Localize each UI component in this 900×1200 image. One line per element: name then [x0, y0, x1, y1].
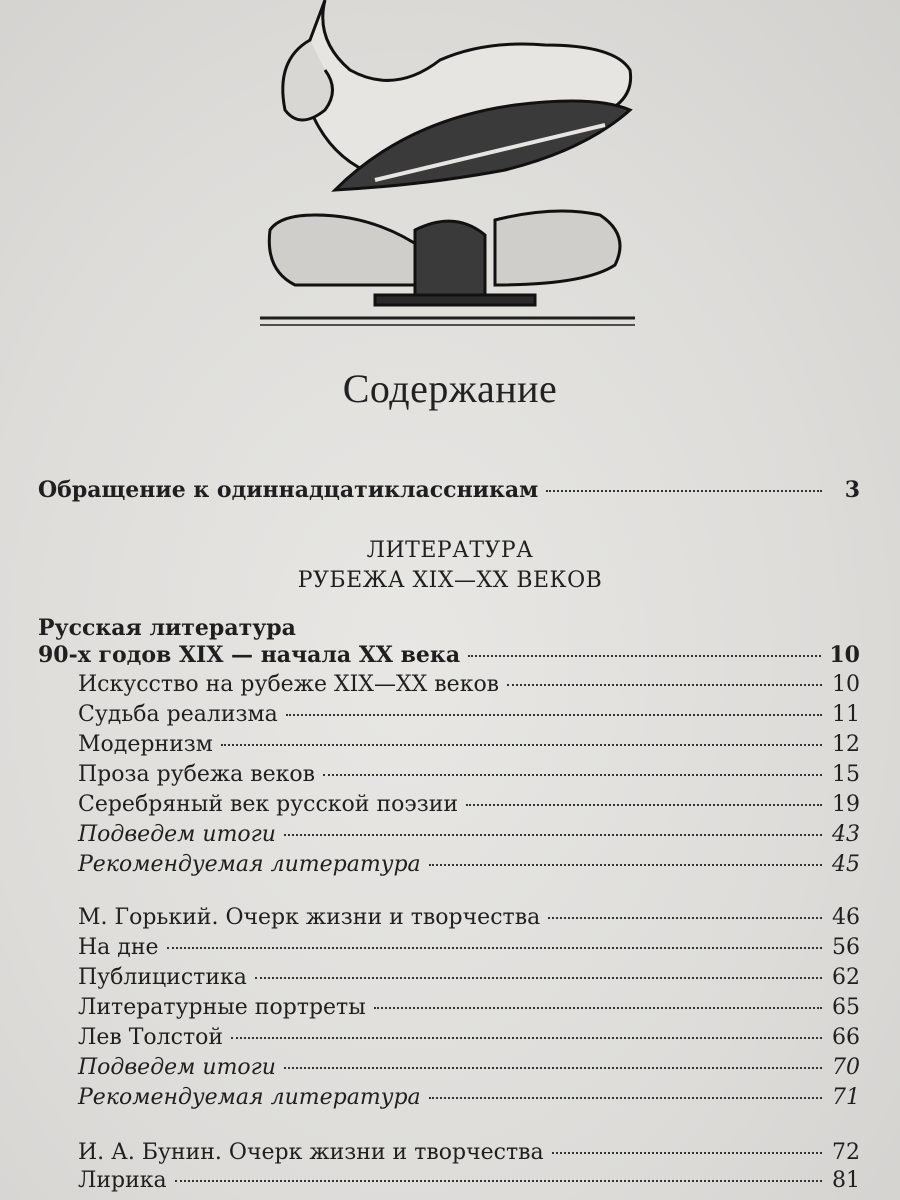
- page-title: Содержание: [342, 366, 558, 411]
- toc-entry[interactable]: [78, 792, 860, 818]
- toc-entry-title: Проза рубежа веков: [78, 762, 316, 787]
- toc-entry[interactable]: [78, 965, 860, 991]
- toc-entry-chapter1[interactable]: [38, 642, 860, 668]
- toc-entry-title: Модернизм: [78, 732, 213, 757]
- toc-entry-page: 72: [832, 1140, 860, 1165]
- toc-entry[interactable]: [78, 995, 860, 1021]
- toc-entry-title: Искусство на рубеже XIX—XX веков: [78, 672, 500, 697]
- dot-leader: [374, 1007, 822, 1009]
- toc-entry-page: 19: [832, 792, 860, 817]
- toc-entry[interactable]: [78, 935, 860, 961]
- toc-entry-page: 10: [829, 642, 860, 668]
- toc-entry[interactable]: [78, 1140, 860, 1166]
- toc-entry[interactable]: [78, 822, 860, 848]
- toc-entry[interactable]: [78, 1085, 860, 1111]
- dot-leader: [429, 1097, 822, 1099]
- chapter-title-line2: 90-х годов XIX — начала XX века: [38, 642, 461, 668]
- dot-leader: [507, 684, 822, 686]
- quill-and-scroll-illustration: [255, 0, 640, 330]
- dot-leader: [167, 947, 822, 949]
- dot-leader: [284, 834, 822, 836]
- toc-entry-page: 10: [832, 672, 860, 697]
- section-title-line1: ЛИТЕРАТУРА: [366, 538, 534, 563]
- toc-entry-title: Серебряный век русской поэзии: [78, 792, 459, 817]
- toc-entry-title: Судьба реализма: [78, 702, 278, 727]
- toc-entry-title: Подведем итоги: [78, 822, 276, 847]
- toc-entry-page: 46: [832, 905, 860, 930]
- dot-leader: [286, 714, 822, 716]
- toc-entry[interactable]: [78, 702, 860, 728]
- toc-entry-title: Лев Толстой: [78, 1025, 224, 1050]
- toc-entry-page: 56: [832, 935, 860, 960]
- toc-entry-page: 43: [832, 822, 860, 847]
- toc-entry-intro[interactable]: [38, 477, 860, 503]
- dot-leader: [175, 1180, 822, 1182]
- toc-entry-title: Литературные портреты: [78, 995, 366, 1020]
- toc-entry-title: Лирика: [78, 1168, 167, 1193]
- chapter-title-line1: Русская литература: [38, 615, 296, 641]
- dot-leader: [466, 804, 822, 806]
- toc-entry-title: И. А. Бунин. Очерк жизни и творчества: [78, 1140, 544, 1165]
- toc-entry-page: 12: [832, 732, 860, 757]
- toc-entry-title: Публицистика: [78, 965, 247, 990]
- toc-entry-title: На дне: [78, 935, 159, 960]
- toc-entry-title: Рекомендуемая литература: [78, 1085, 421, 1110]
- dot-leader: [323, 774, 822, 776]
- toc-entry-page: 71: [832, 1085, 860, 1110]
- dot-leader: [221, 744, 822, 746]
- toc-entry-page: 15: [832, 762, 860, 787]
- toc-entry[interactable]: [78, 1025, 860, 1051]
- section-title-line2: РУБЕЖА XIX—XX ВЕКОВ: [297, 568, 603, 593]
- toc-entry-page: 3: [844, 477, 860, 503]
- dot-leader: [255, 977, 822, 979]
- toc-entry[interactable]: [78, 762, 860, 788]
- dot-leader: [468, 655, 821, 657]
- dot-leader: [552, 1152, 822, 1154]
- toc-entry-title: Обращение к одиннадцатиклассникам: [38, 477, 539, 503]
- toc-entry-page: 65: [832, 995, 860, 1020]
- toc-entry-page: 66: [832, 1025, 860, 1050]
- toc-entry-page: 45: [832, 852, 860, 877]
- dot-leader: [546, 490, 822, 492]
- dot-leader: [429, 864, 822, 866]
- toc-entry[interactable]: [78, 1055, 860, 1081]
- dot-leader: [284, 1067, 822, 1069]
- toc-entry-title: М. Горький. Очерк жизни и творчества: [78, 905, 541, 930]
- dot-leader: [548, 917, 822, 919]
- toc-entry-page: 62: [832, 965, 860, 990]
- toc-entry-page: 11: [832, 702, 860, 727]
- toc-entry-title: Подведем итоги: [78, 1055, 276, 1080]
- toc-entry[interactable]: [78, 852, 860, 878]
- toc-entry[interactable]: [78, 672, 860, 698]
- toc-entry[interactable]: [78, 732, 860, 758]
- toc-entry-title: Рекомендуемая литература: [78, 852, 421, 877]
- toc-entry[interactable]: [78, 1168, 860, 1194]
- toc-entry-page: 70: [832, 1055, 860, 1080]
- dot-leader: [231, 1037, 822, 1039]
- toc-entry[interactable]: [78, 905, 860, 931]
- toc-entry-page: 81: [832, 1168, 860, 1193]
